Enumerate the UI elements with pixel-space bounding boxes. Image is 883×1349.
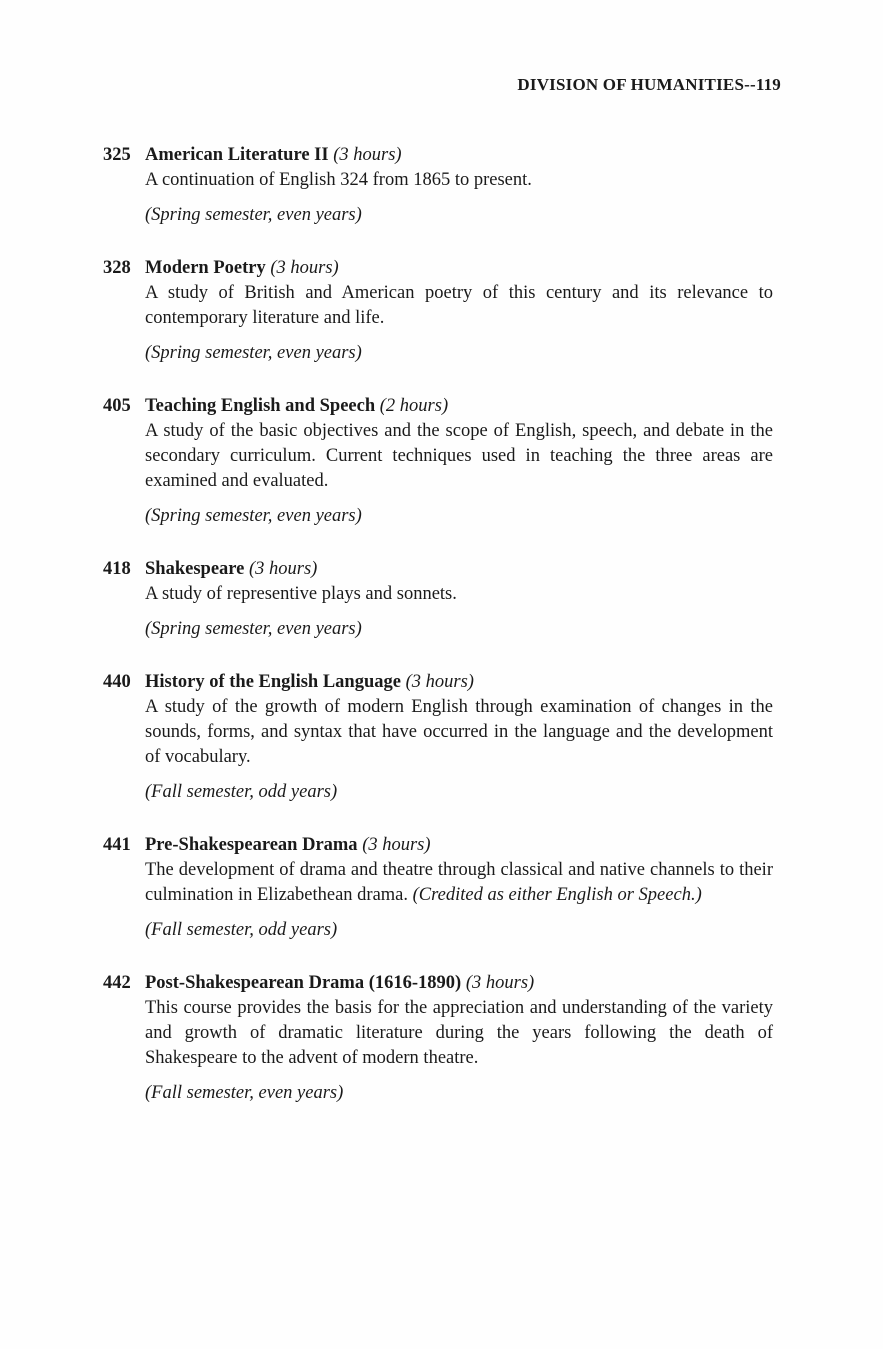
course-title: History of the English Language <box>145 672 401 692</box>
course-heading <box>103 143 773 168</box>
course-description-text: A continuation of English 324 from 1865 to present. <box>145 170 532 190</box>
course-description-text: A study of British and American poetry of this century and its relevance to contemporary literature and life. <box>145 283 773 328</box>
course-body <box>145 168 773 228</box>
course-entry <box>103 833 773 943</box>
course-hours: (3 hours) <box>333 145 402 165</box>
course-term: (Fall semester, odd years) <box>145 920 338 940</box>
course-heading <box>103 394 773 419</box>
course-term: (Fall semester, odd years) <box>145 782 338 802</box>
course-hours: (3 hours) <box>465 973 535 993</box>
course-hours: (3 hours) <box>405 672 474 692</box>
course-heading <box>103 256 773 281</box>
course-body <box>145 996 773 1106</box>
course-description-text: The development of drama and theatre through classical and native channels to their culmination in Elizabethean drama. <box>145 860 773 905</box>
course-list <box>103 143 773 1134</box>
course-description <box>145 582 773 607</box>
course-body <box>145 582 773 642</box>
course-description-text: A study of the basic objectives and the scope of English, speech, and debate in the secondary curriculum. Current techniques used in teaching the three areas are examined and evaluated. <box>145 421 773 491</box>
course-description <box>145 281 773 331</box>
course-term: (Fall semester, even years) <box>145 1083 344 1103</box>
course-description <box>145 168 773 193</box>
course-number: 441 <box>103 835 131 855</box>
course-entry <box>103 143 773 228</box>
course-heading <box>103 833 773 858</box>
course-description <box>145 996 773 1071</box>
course-credit-note: (Credited as either English or Speech.) <box>412 885 702 905</box>
course-entry <box>103 670 773 805</box>
course-hours: (3 hours) <box>362 835 431 855</box>
course-description <box>145 695 773 770</box>
course-hours: (2 hours) <box>379 396 449 416</box>
course-term: (Spring semester, even years) <box>145 343 362 363</box>
course-body <box>145 281 773 366</box>
course-title: Pre-Shakespearean Drama <box>145 835 358 855</box>
course-description <box>145 858 773 908</box>
course-body <box>145 695 773 805</box>
course-body <box>145 858 773 943</box>
running-head: DIVISION OF HUMANITIES--119 <box>517 75 781 94</box>
course-hours: (3 hours) <box>270 258 339 278</box>
course-title: Post-Shakespearean Drama (1616-1890) <box>145 973 462 993</box>
course-description <box>145 419 773 494</box>
course-description-text: A study of the growth of modern English through examination of changes in the sounds, forms, and syntax that have occurred in the language and the development of vocabulary. <box>145 697 773 767</box>
course-entry <box>103 394 773 529</box>
course-heading <box>103 971 773 996</box>
course-title: Teaching English and Speech <box>145 396 376 416</box>
course-entry <box>103 256 773 366</box>
course-title: Modern Poetry <box>145 258 266 278</box>
course-hours: (3 hours) <box>249 559 318 579</box>
course-description-text: A study of representive plays and sonnets. <box>145 584 457 604</box>
course-number: 418 <box>103 559 131 579</box>
course-number: 328 <box>103 258 131 278</box>
course-term: (Spring semester, even years) <box>145 205 362 225</box>
course-term: (Spring semester, even years) <box>145 619 362 639</box>
course-description-text: This course provides the basis for the appreciation and understanding of the variety and growth of dramatic literature during the years following the death of Shakespeare to the advent of modern theatre. <box>145 998 773 1068</box>
course-term: (Spring semester, even years) <box>145 506 362 526</box>
course-heading <box>103 557 773 582</box>
course-number: 405 <box>103 396 131 416</box>
course-title: Shakespeare <box>145 559 245 579</box>
course-number: 442 <box>103 973 131 993</box>
course-entry <box>103 557 773 642</box>
course-number: 325 <box>103 145 131 165</box>
course-number: 440 <box>103 672 131 692</box>
course-heading <box>103 670 773 695</box>
course-entry <box>103 971 773 1106</box>
course-body <box>145 419 773 529</box>
course-title: American Literature II <box>145 145 329 165</box>
